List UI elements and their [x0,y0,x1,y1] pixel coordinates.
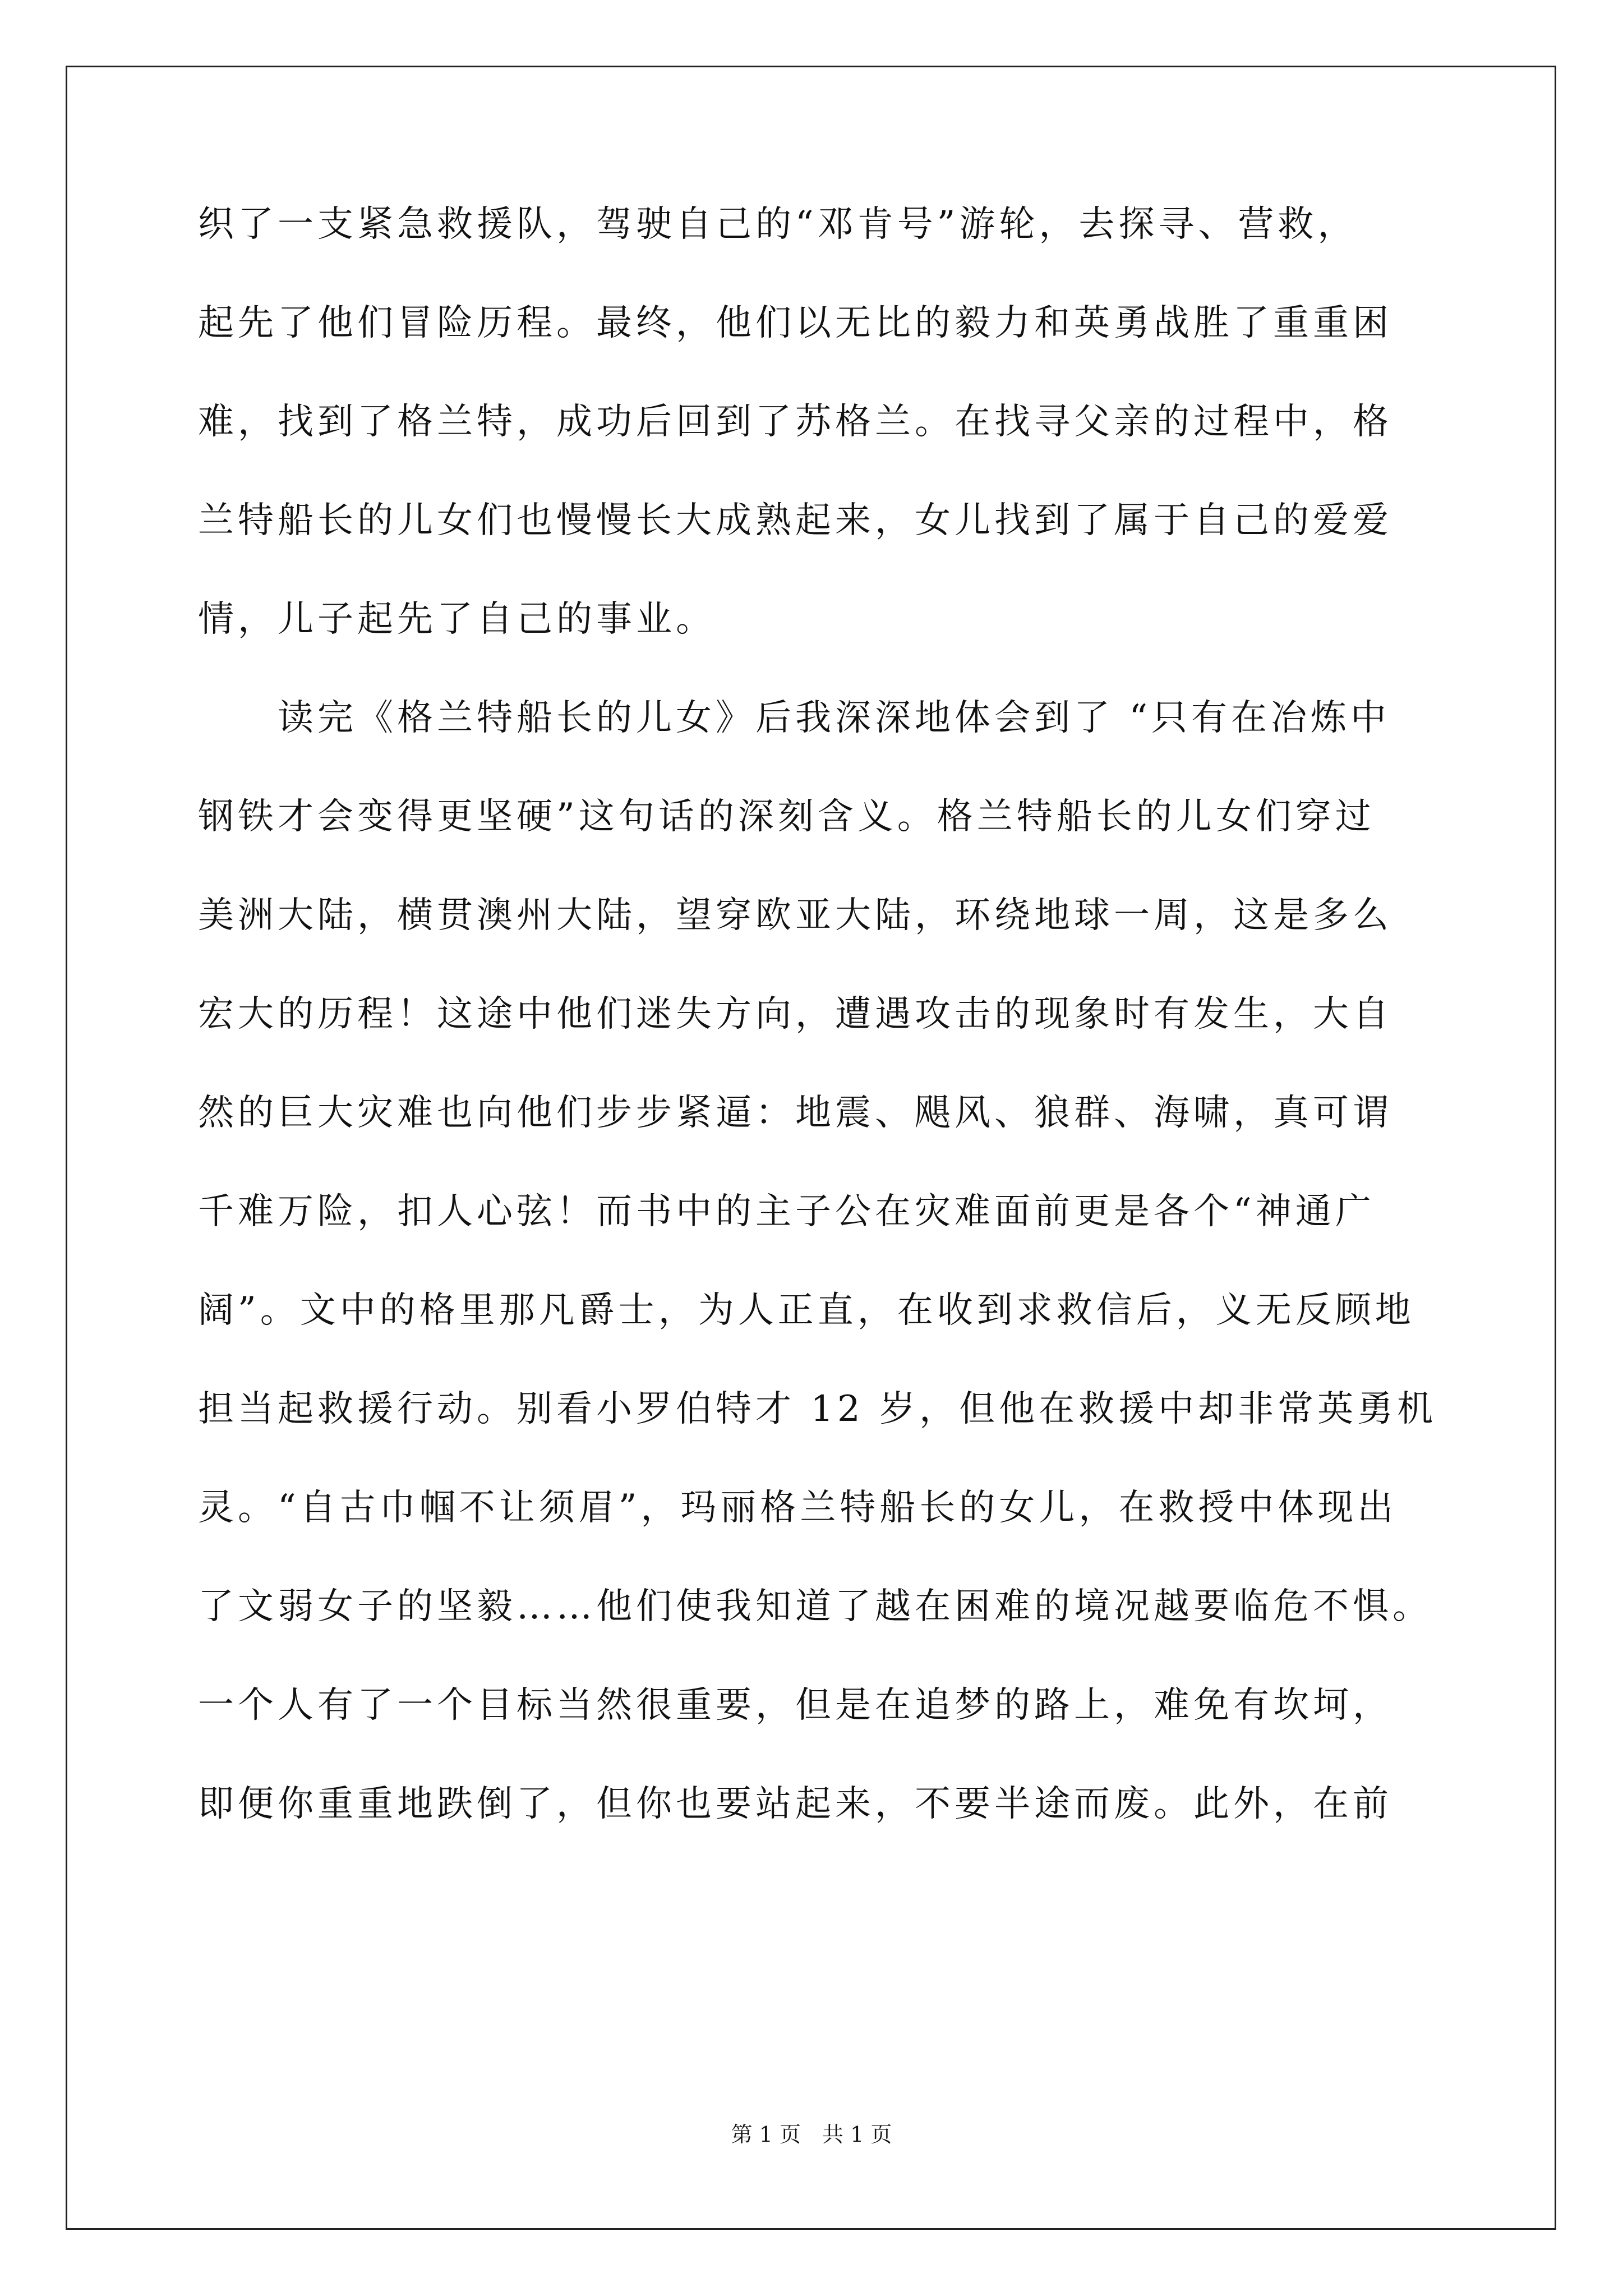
text-line: 然的巨大灾难也向他们步步紧逼：地震、飓风、狼群、海啸，真可谓 [198,1092,1393,1134]
text-line: 阔”。文中的格里那凡爵士，为人正直，在收到求救信后，义无反顾地 [198,1290,1415,1331]
text-line: 灵。“自古巾帼不让须眉”，玛丽格兰特船长的女儿，在救授中体现出 [198,1487,1398,1529]
document-body [198,204,1437,1885]
text-line: 担当起救援行动。别看小罗伯特才 12 岁，但他在救援中却非常英勇机 [198,1388,1437,1430]
text-line: 一个人有了一个目标当然很重要，但是在追梦的路上，难免有坎坷， [198,1685,1393,1726]
text-line: 宏大的历程！这途中他们迷失方向，遭遇攻击的现象时有发生，大自 [198,993,1393,1035]
text-line: 千难万险，扣人心弦！而书中的主子公在灾难面前更是各个“神通广 [198,1191,1375,1232]
text-line: 情，儿子起先了自己的事业。 [198,599,716,640]
page-number-footer: 第 1 页 共 1 页 [731,2122,892,2147]
text-line: 难，找到了格兰特，成功后回到了苏格兰。在找寻父亲的过程中，格 [198,401,1393,443]
text-line: 美洲大陆，横贯澳州大陆，望穿欧亚大陆，环绕地球一周，这是多么 [198,895,1393,936]
text-line: 钢铁才会变得更坚硬”这句话的深刻含义。格兰特船长的儿女们穿过 [198,796,1375,838]
text-line: 织了一支紧急救援队，驾驶自己的“邓肯号”游轮，去探寻、营救， [198,204,1358,245]
text-line: 了文弱女子的坚毅……他们使我知道了越在困难的境况越要临危不惧。 [198,1586,1432,1627]
text-line: 即便你重重地跌倒了，但你也要站起来，不要半途而废。此外，在前 [198,1783,1393,1825]
text-line: 起先了他们冒险历程。最终，他们以无比的毅力和英勇战胜了重重困 [198,302,1393,344]
text-line: 读完《格兰特船长的儿女》后我深深地体会到了 “只有在冶炼中 [198,697,1391,739]
text-line: 兰特船长的儿女们也慢慢长大成熟起来，女儿找到了属于自己的爱爱 [198,500,1393,541]
